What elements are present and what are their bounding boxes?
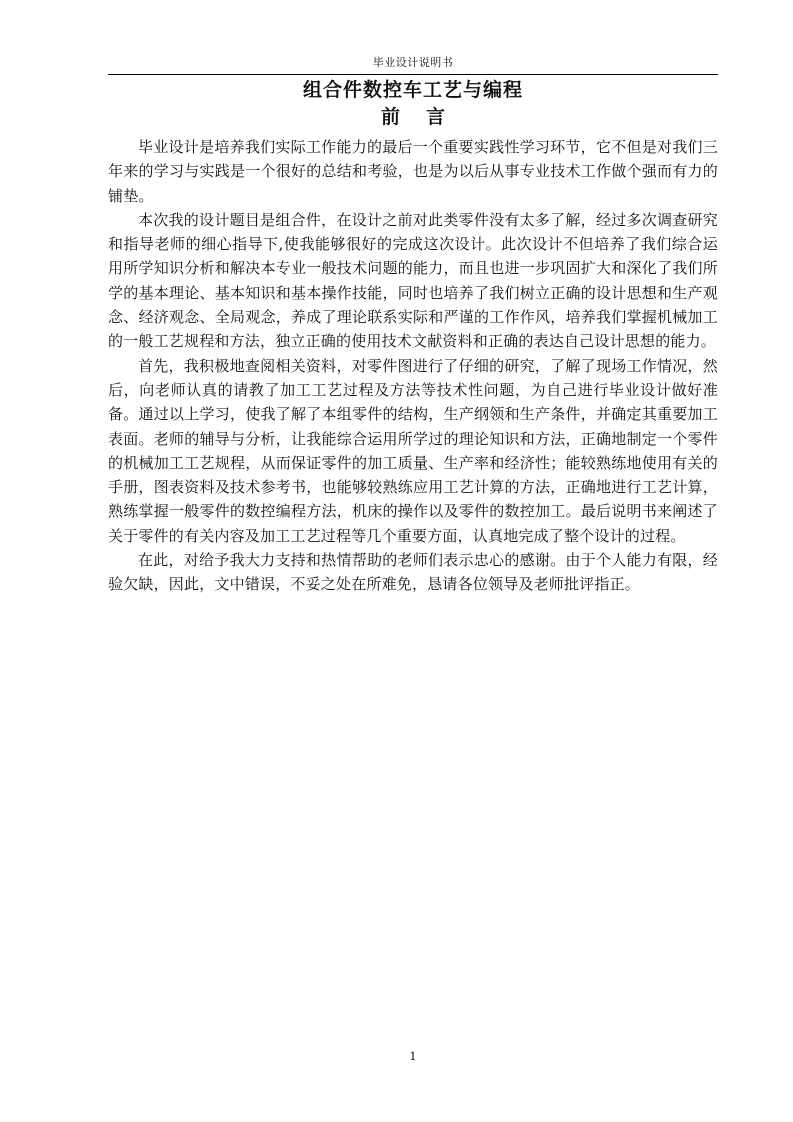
page-number: 1 <box>409 1050 417 1063</box>
running-header: 毕业设计说明书 <box>372 56 454 69</box>
body-text <box>108 135 718 597</box>
paragraph: 首先，我积极地查阅相关资料，对零件图进行了仔细的研究，了解了现场工作情况，然后，向老师认真的请教了加工工艺过程及方法等技术性问题，为自己进行毕业设计做好准备。通过以上学习，使我了解了本组零件的结构，生产纲领和生产条件，并确定其重要加工表面。老师的辅导与分析，让我能综合运用所学过的理论知识和方法，正确地制定一个零件的机械加工工艺规程，从而保证零件的加工质量、生产率和经济性；能较熟练地使用有关的手册，图表资料及技术参考书，也能够较熟练应用工艺计算的方法，正确地进行工艺计算，熟练掌握一般零件的数控编程方法，机床的操作以及零件的数控加工。最后说明书来阐述了关于零件的有关内容及加工工艺过程等几个重要方面，认真地完成了整个设计的过程。 <box>108 356 718 545</box>
section-heading-preface: 前言 <box>380 106 471 128</box>
paragraph: 毕业设计是培养我们实际工作能力的最后一个重要实践性学习环节，它不但是对我们三年来的学习与实践是一个很好的总结和考验，也是为以后从事专业技术工作做个强而有力的铺垫。 <box>108 138 718 205</box>
paragraph: 本次我的设计题目是组合件，在设计之前对此类零件没有太多了解，经过多次调查研究和指导老师的细心指导下,使我能够很好的完成这次设计。此次设计不但培养了我们综合运用所学知识分析和解决本专业一般技术问题的能力，而且也进一步巩固扩大和深化了我们所学的基本理论、基本知识和基本操作技能，同时也培养了我们树立正确的设计思想和生产观念、经济观念、全局观念，养成了理论联系实际和严谨的工作作风，培养我们掌握机械加工的一般工艺规程和方法，独立正确的使用技术文献资料和正确的表达自己设计思想的能力。 <box>108 210 718 351</box>
paragraph: 在此，对给予我大力支持和热情帮助的老师们表示忠心的感谢。由于个人能力有限，经验欠缺，因此，文中错误，不妥之处在所难免，恳请各位领导及老师批评指正。 <box>108 551 718 594</box>
document-title: 组合件数控车工艺与编程 <box>302 79 523 101</box>
header-divider <box>108 74 718 75</box>
